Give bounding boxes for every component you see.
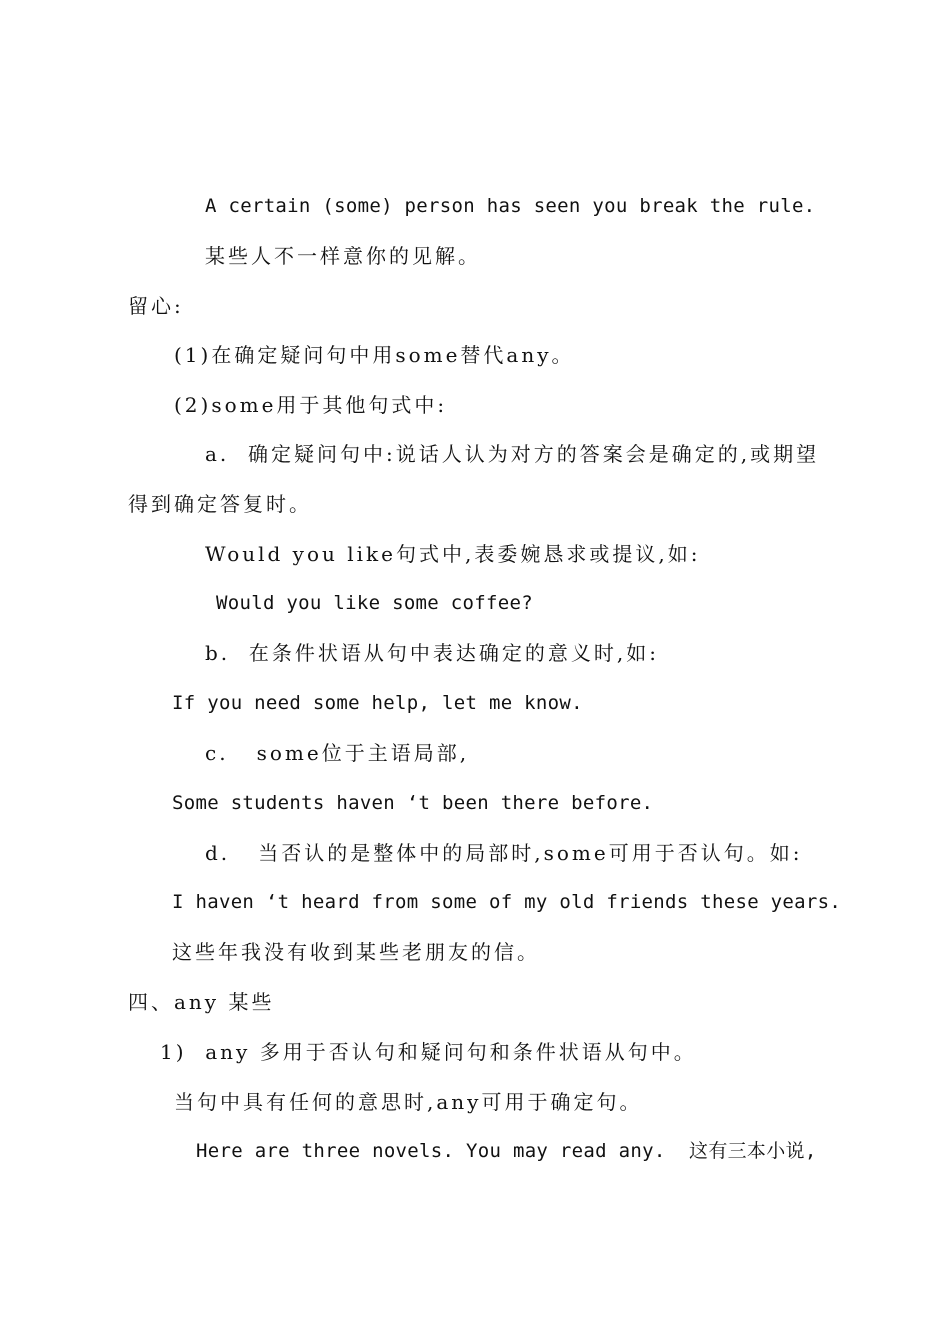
example-sentence: Here are three novels. You may read any. 这有三本小说, — [196, 1140, 817, 1162]
section-heading: 四、any 某些 — [128, 990, 275, 1014]
point-a-continued: 得到确定答复时。 — [128, 492, 312, 516]
example-sentence: I haven ‘t heard from some of my old friends these years. — [172, 891, 842, 913]
note-heading: 留心: — [128, 294, 184, 318]
translation-line: 这些年我没有收到某些老朋友的信。 — [172, 940, 540, 964]
point-c: c. some位于主语局部, — [205, 741, 470, 765]
would-you-like-note: Would you like句式中,表委婉恳求或提议,如: — [205, 542, 701, 566]
example-sentence: Some students haven ‘t been there before. — [172, 792, 654, 814]
translation-line: 某些人不一样意你的见解。 — [205, 244, 481, 268]
point-d: d. 当否认的是整体中的局部时,some可用于否认句。如: — [205, 841, 803, 865]
note-item-1: (1)在确定疑问句中用some替代any。 — [174, 343, 575, 367]
note-item-2: (2)some用于其他句式中: — [174, 393, 448, 417]
example-sentence: A certain (some) person has seen you break the rule. — [205, 195, 816, 217]
example-sentence: If you need some help, let me know. — [172, 692, 583, 714]
any-rule-1: 1) any 多用于否认句和疑问句和条件状语从句中。 — [160, 1040, 697, 1064]
point-b: b. 在条件状语从句中表达确定的意义时,如: — [205, 641, 659, 665]
point-a: a. 确定疑问句中:说话人认为对方的答案会是确定的,或期望 — [205, 442, 820, 466]
example-sentence: Would you like some coffee? — [216, 592, 533, 614]
any-rule-note: 当句中具有任何的意思时,any可用于确定句。 — [174, 1090, 643, 1114]
